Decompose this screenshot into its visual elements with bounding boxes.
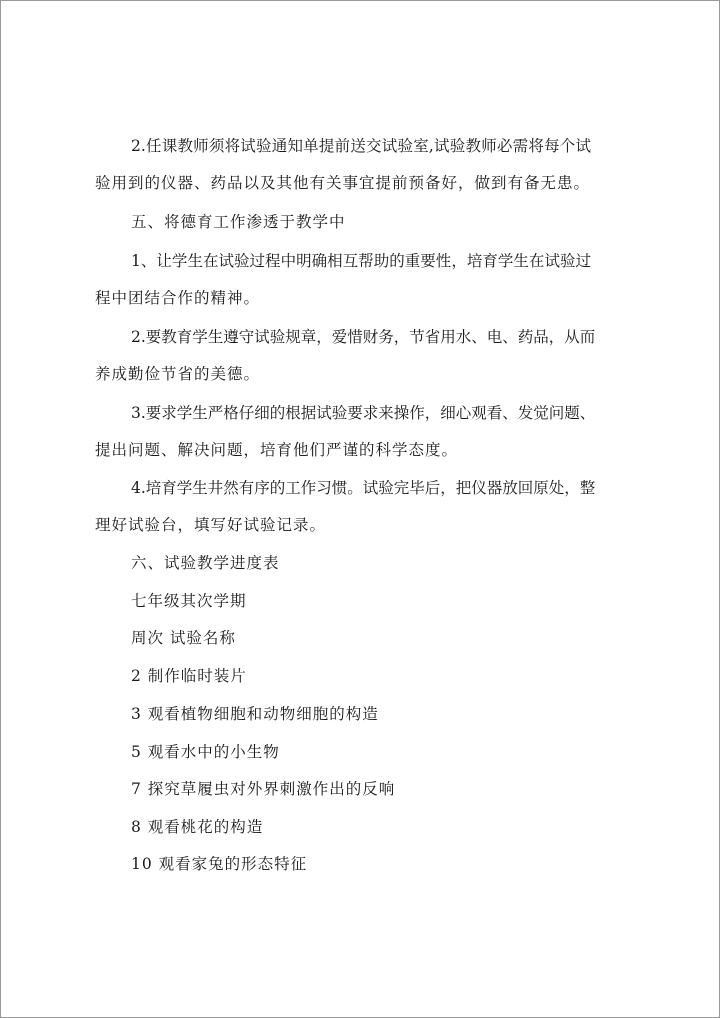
paragraph-line: 养成勤俭节省的美德。	[95, 365, 261, 383]
paragraph-line: 4.培育学生井然有序的工作习惯。试验完毕后，把仪器放回原处，整	[131, 479, 596, 497]
grade-term-label: 七年级其次学期	[131, 592, 247, 610]
paragraph-line: 2.要教育学生遵守试验规章，爱惜财务，节省用水、电、药品，从而	[131, 328, 596, 346]
schedule-row: 3 观看植物细胞和动物细胞的构造	[131, 705, 379, 723]
paragraph-line: 提出问题、解决问题，培育他们严谨的科学态度。	[95, 441, 459, 459]
paragraph-line: 理好试验台，填写好试验记录。	[95, 516, 327, 534]
section-heading: 五、将德育工作渗透于教学中	[131, 213, 346, 231]
section-heading: 六、试验教学进度表	[131, 554, 280, 572]
paragraph-line: 2.任课教师须将试验通知单提前送交试验室,试验教师必需将每个试	[131, 137, 591, 155]
schedule-row: 8 观看桃花的构造	[131, 818, 264, 836]
paragraph-line: 3.要求学生严格仔细的根据试验要求来操作，细心观看、发觉问题、	[131, 404, 596, 422]
schedule-header: 周次 试验名称	[131, 629, 236, 647]
schedule-row: 2 制作临时装片	[131, 667, 247, 685]
schedule-row: 10 观看家兔的形态特征	[131, 855, 308, 873]
paragraph-line: 验用到的仪器、药品以及其他有关事宜提前预备好，做到有备无患。	[95, 174, 591, 192]
paragraph-line: 程中团结合作的精神。	[95, 289, 261, 307]
schedule-row: 5 观看水中的小生物	[131, 743, 280, 761]
schedule-row: 7 探究草履虫对外界刺激作出的反响	[131, 780, 396, 798]
paragraph-line: 1、让学生在试验过程中明确相互帮助的重要性，培育学生在试验过	[131, 252, 591, 270]
